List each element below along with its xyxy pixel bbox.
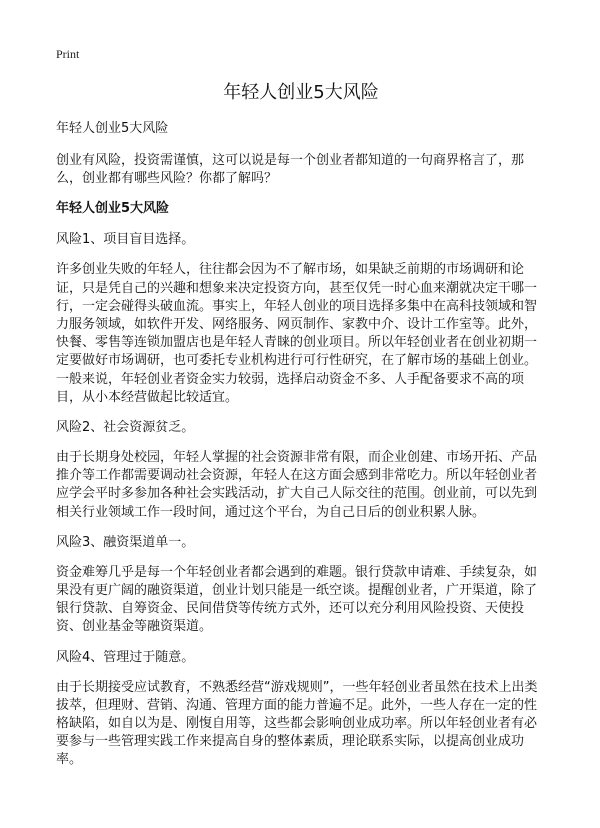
risk-1-body: 许多创业失败的年轻人，往往都会因为不了解市场，如果缺乏前期的市场调研和论证，只是凭自己的兴趣和想象来决定投资方向，甚至仅凭一时心血来潮就决定干哪一行，一定会碰得头破血流。事实上，年轻人创业的项目选择多集中在高科技领域和智力服务领域，如软件开发、网络服务、网页制作、家教中介、设计工作室等。此外，快餐、零售等连锁加盟店也是年轻人青睐的创业项目。所以年轻创业者在创业初期一定要做好市场调研，也可委托专业机构进行可行性研究，在了解市场的基础上创业。一般来说，年轻创业者资金实力较弱，选择启动资金不多、人手配备要求不高的项目，从小本经营做起比较适宜。 bbox=[56, 262, 538, 405]
risk-3-body: 资金难筹几乎是每一个年轻创业者都会遇到的难题。银行贷款申请难、手续复杂，如果没有更广阔的融资渠道，创业计划只能是一纸空谈。提醒创业者，广开渠道，除了银行贷款、自筹资金、民间借贷等传统方式外，还可以充分利用风险投资、天使投资、创业基金等融资渠道。 bbox=[56, 564, 538, 635]
page-title: 年轻人创业5大风险 bbox=[223, 82, 379, 103]
risk-2-body: 由于长期身处校园，年轻人掌握的社会资源非常有限，而企业创建、市场开拓、产品推介等工作都需要调动社会资源，年轻人在这方面会感到非常吃力。所以年轻创业者应学会平时多参加各种社会实践活动，扩大自己人际交往的范围。创业前，可以先到相关行业领域工作一段时间，通过这个平台，为自己日后的创业积累人脉。 bbox=[56, 450, 538, 520]
document-subtitle: 年轻人创业5大风险 bbox=[56, 121, 169, 136]
risk-1-label: 风险1、项目盲目选择。 bbox=[56, 232, 195, 248]
risk-3-label: 风险3、融资渠道单一。 bbox=[56, 534, 195, 550]
risk-4-label: 风险4、管理过于随意。 bbox=[56, 649, 195, 665]
intro-paragraph: 创业有风险，投资需谨慎，这可以说是每一个创业者都知道的一句商界格言了，那么，创业都有哪些风险？你都了解吗？ bbox=[56, 153, 525, 187]
risk-2-label: 风险2、社会资源贫乏。 bbox=[56, 420, 195, 436]
risk-4-body: 由于长期接受应试教育，不熟悉经营“游戏规则”，一些年轻创业者虽然在技术上出类拔萃，但理财、营销、沟通、管理方面的能力普遍不足。此外，一些人存在一定的性格缺陷，如自以为是、刚愎自用等，这些都会影响创业成功率。所以年轻创业者有必要参与一些管理实践工作来提高自身的整体素质，理论联系实际，以提高创业成功率。 bbox=[56, 679, 538, 768]
print-link[interactable]: Print bbox=[56, 47, 80, 61]
section-heading: 年轻人创业5大风险 bbox=[56, 201, 170, 217]
